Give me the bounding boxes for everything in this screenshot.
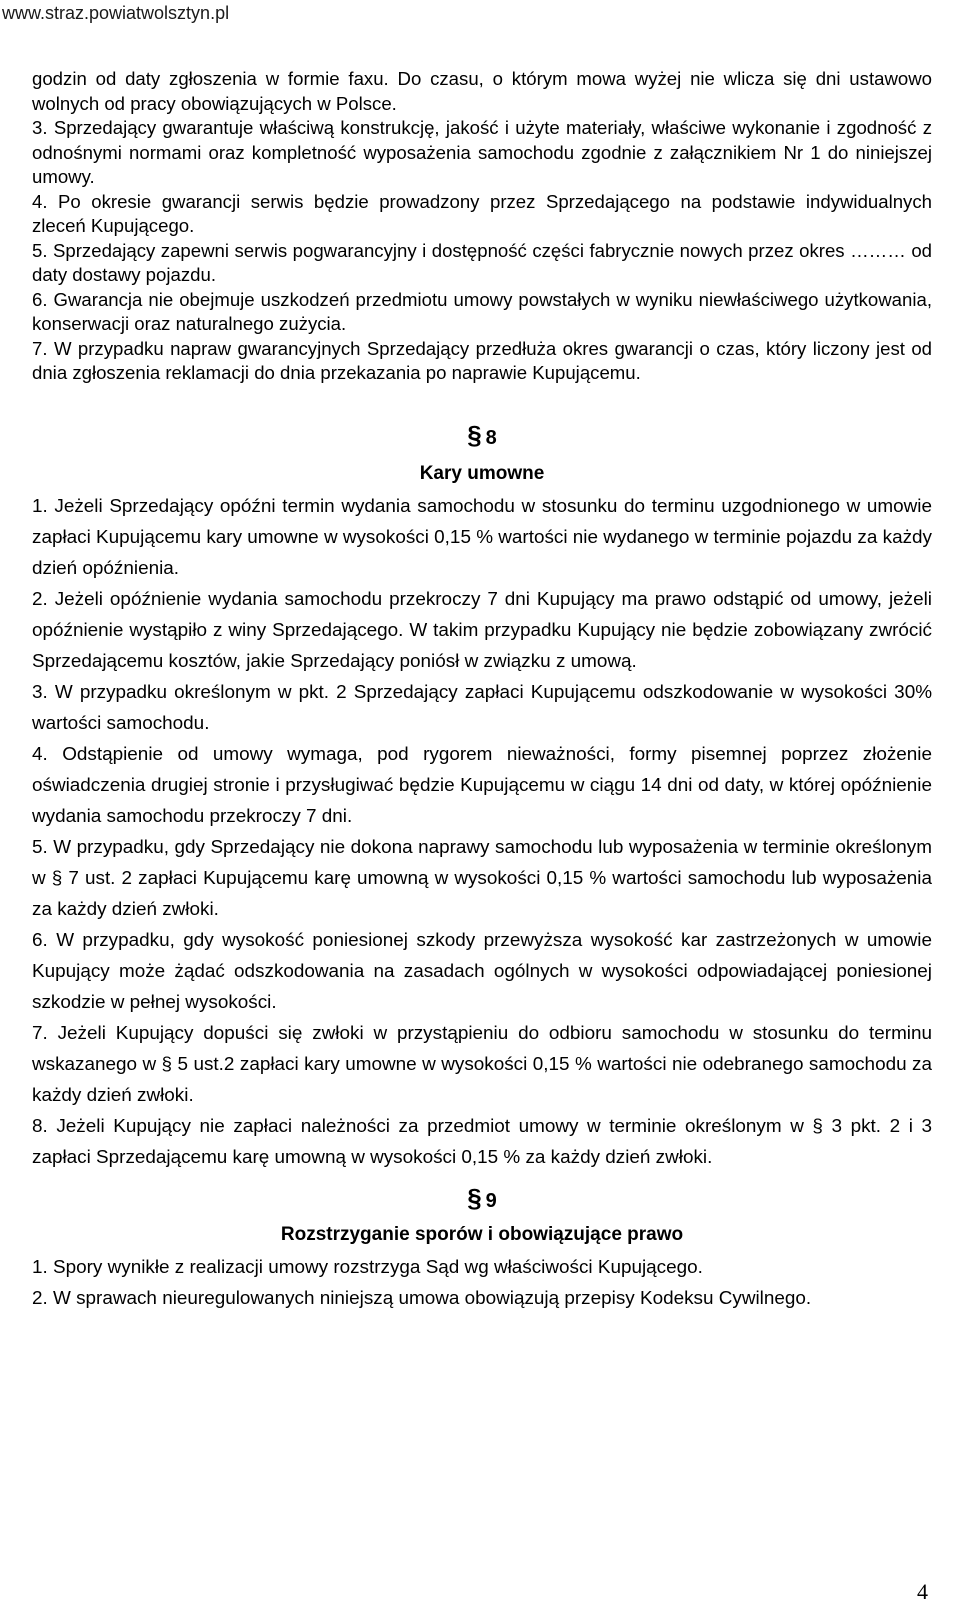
section-sign-symbol: § xyxy=(467,1182,482,1213)
item-text: Jeżeli Sprzedający opóźni termin wydania samochodu w stosunku do terminu uzgodnionego w umowie zapłaci Kupującemu kary umowne w wysokości 0,15 % wartości nie wydanego w terminie pojazdu za każdy dzień opóźnienia. xyxy=(32,495,933,579)
penalty-item-1 xyxy=(32,491,932,584)
clause-text: Sprzedający zapewni serwis pogwarancyjny i dostępność części fabrycznie nowych przez okres ……… od daty dostawy pojazdu. xyxy=(32,239,933,285)
item-number: 8. xyxy=(32,1115,48,1137)
clause-5 xyxy=(32,239,932,288)
item-number: 6. xyxy=(32,929,48,951)
section-8-items xyxy=(32,491,932,1173)
section-9-heading xyxy=(32,1183,932,1216)
penalty-item-7 xyxy=(32,1018,932,1111)
clause-text: Gwarancja nie obejmuje uszkodzeń przedmiotu umowy powstałych w wyniku niewłaściwego użytkowania, konserwacji oraz naturalnego zużycia. xyxy=(32,288,932,334)
item-text: W przypadku określonym w pkt. 2 Sprzedający zapłaci Kupującemu odszkodowanie w wysokości 30% wartości samochodu. xyxy=(32,681,932,734)
clause-7 xyxy=(32,337,932,386)
clause-number: 5. xyxy=(32,239,48,261)
penalty-item-4 xyxy=(32,739,932,832)
section-sign-symbol: § xyxy=(467,419,482,450)
section-9-title: Rozstrzyganie sporów i obowiązujące prawo xyxy=(280,1223,684,1245)
penalty-item-6 xyxy=(32,925,932,1018)
penalty-item-5 xyxy=(32,832,932,925)
item-text: Spory wynikłe z realizacji umowy rozstrzyga Sąd wg właściwości Kupującego. xyxy=(53,1256,703,1278)
section-8-heading xyxy=(32,420,932,453)
item-number: 7. xyxy=(32,1022,48,1044)
item-text: W przypadku, gdy wysokość poniesionej szkody przewyższa wysokość kar zastrzeżonych w umowie Kupujący może żądać odszkodowania na zasadach ogólnych w wysokości odpowiadającej poniesionej szkodzie w pełnej wysokości. xyxy=(32,929,932,1013)
section-9-items xyxy=(32,1252,932,1314)
section-number: 8 xyxy=(485,426,497,449)
item-text: Jeżeli opóźnienie wydania samochodu przekroczy 7 dni Kupujący ma prawo odstąpić od umowy, jeżeli opóźnienie wystąpiło z winy Sprzedającego. W takim przypadku Kupujący nie będzie zobowiązany zwrócić Sprzedającemu kosztów, jakie Sprzedający poniósł w związku z umową. xyxy=(32,588,932,672)
clause-text: godzin od daty zgłoszenia w formie faxu. Do czasu, o którym mowa wyżej nie wlicza się dni ustawowo wolnych od pracy obowiązujących w Polsce. xyxy=(32,68,932,114)
item-number: 1. xyxy=(32,1256,48,1278)
clause-text: Sprzedający gwarantuje właściwą konstrukcję, jakość i użyte materiały, właściwe wykonanie i zgodność z odnośnymi normami oraz kompletność wyposażenia samochodu zgodnie z załącznikiem Nr 1 do niniejszej umowy. xyxy=(32,117,932,187)
item-text: Odstąpienie od umowy wymaga, pod rygorem nieważności, formy pisemnej poprzez złożenie oświadczenia drugiej stronie i przysługiwać będzie Kupującemu w ciągu 14 dni od daty, w której opóźnienie wydania samochodu przekroczy 7 dni. xyxy=(32,743,933,827)
item-number: 3. xyxy=(32,681,48,703)
clause-continuation xyxy=(32,67,932,116)
clause-number: 3. xyxy=(32,117,48,138)
clause-number: 7. xyxy=(32,337,48,359)
page-number: 4 xyxy=(917,1579,928,1604)
clause-text: W przypadku napraw gwarancyjnych Sprzedający przedłuża okres gwarancji o czas, który liczony jest od dnia zgłoszenia reklamacji do dnia przekazania po naprawie Kupującemu. xyxy=(32,337,932,383)
item-text: W przypadku, gdy Sprzedający nie dokona naprawy samochodu lub wyposażenia w terminie określonym w § 7 ust. 2 zapłaci Kupującemu karę umowną w wysokości 0,15 % wartości samochodu lub wyposażenia za każdy dzień zwłoki. xyxy=(32,836,932,920)
clause-3 xyxy=(32,116,932,190)
clause-number: 6. xyxy=(32,288,48,310)
item-number: 1. xyxy=(32,495,48,517)
penalty-item-8 xyxy=(32,1111,932,1173)
warranty-clauses xyxy=(32,67,932,386)
section-number: 9 xyxy=(485,1189,497,1212)
item-number: 2. xyxy=(32,588,48,610)
document-body xyxy=(32,67,932,1314)
item-number: 4. xyxy=(32,743,48,765)
item-text: Jeżeli Kupujący dopuści się zwłoki w przystąpieniu do odbioru samochodu w stosunku do terminu wskazanego w § 5 ust.2 zapłaci kary umowne w wysokości 0,15 % wartości nie odebranego samochodu za każdy dzień zwłoki. xyxy=(32,1022,933,1106)
law-item-2 xyxy=(32,1283,932,1314)
item-text: W sprawach nieuregulowanych niniejszą umowa obowiązują przepisy Kodeksu Cywilnego. xyxy=(53,1287,812,1309)
section-8-title: Kary umowne xyxy=(419,462,545,484)
law-item-1 xyxy=(32,1252,932,1283)
page-header-url: www.straz.powiatwolsztyn.pl xyxy=(2,3,230,23)
clause-number: 4. xyxy=(32,190,48,212)
penalty-item-3 xyxy=(32,677,932,739)
penalty-item-2 xyxy=(32,584,932,677)
clause-4 xyxy=(32,190,932,239)
item-number: 2. xyxy=(32,1287,48,1309)
clause-6 xyxy=(32,288,932,337)
clause-text: Po okresie gwarancji serwis będzie prowadzony przez Sprzedającego na podstawie indywidualnych zleceń Kupującego. xyxy=(32,190,932,236)
item-text: Jeżeli Kupujący nie zapłaci należności za przedmiot umowy w terminie określonym w § 3 pkt. 2 i 3 zapłaci Sprzedającemu karę umowną w wysokości 0,15 % za każdy dzień zwłoki. xyxy=(32,1115,932,1168)
item-number: 5. xyxy=(32,836,48,858)
